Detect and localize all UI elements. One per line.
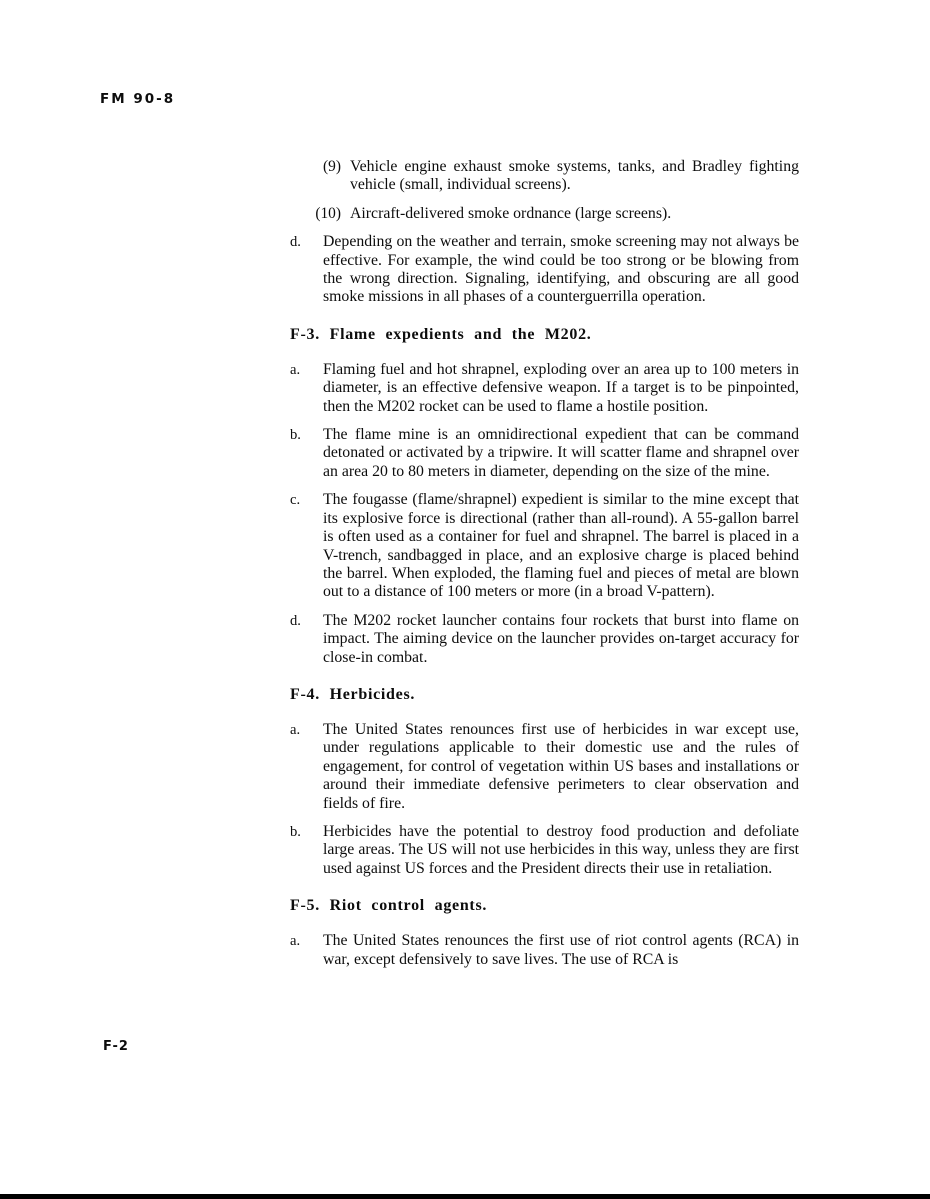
list-item: [290, 158, 799, 195]
item-label: b.: [290, 427, 301, 444]
item-text: Vehicle engine exhaust smoke systems, tanks, and Bradley fighting vehicle (small, individual screens).: [350, 158, 799, 194]
item-label: (10): [315, 204, 341, 222]
item-label: a.: [290, 721, 301, 738]
list-item: [290, 205, 799, 223]
item-label: c.: [290, 492, 301, 509]
item-label: (9): [323, 158, 341, 175]
section-heading: F-3. Flame expedients and the M202.: [290, 325, 592, 343]
list-item: [290, 721, 799, 813]
list-item: [290, 612, 799, 667]
list-item: [290, 491, 799, 601]
item-label: a.: [290, 361, 301, 378]
item-text: The fougasse (flame/shrapnel) expedient is similar to the mine except that its explosive force is directional (rather than all-round). A 55-gallon barrel is often used as a container for fuel and shrapnel. The barrel is placed in a V-trench, sandbagged in place, and an explosive charge is placed behind the barrel. When exploded, the flaming fuel and pieces of metal are blown out to a distance of 100 meters or more (in a broad V-pattern).: [323, 491, 799, 601]
item-label: a.: [290, 933, 301, 950]
item-label: d.: [290, 234, 301, 251]
item-text: The United States renounces first use of herbicides in war except use, under regulations applicable to their domestic use and the rules of engagement, for control of vegetation within US bases and installations or around their immediate defensive perimeters to clear observation and fields of fire.: [323, 720, 799, 812]
item-text: Depending on the weather and terrain, smoke screening may not always be effective. For example, the wind could be too strong or be blowing from the wrong direction. Signaling, identifying, and obscuring are all good smoke missions in all phases of a counterguerrilla operation.: [323, 233, 799, 306]
item-label: d.: [290, 612, 301, 629]
item-text: The flame mine is an omnidirectional expedient that can be command detonated or activated by a tripwire. It will scatter flame and shrapnel over an area 20 to 80 meters in diameter, depending on the size of the mine.: [323, 426, 799, 480]
document-content: [290, 158, 799, 979]
scan-edge-artifact: [0, 1194, 930, 1199]
list-item: [290, 233, 799, 307]
list-item: [290, 823, 799, 878]
item-text: Aircraft-delivered smoke ordnance (large screens).: [350, 204, 672, 222]
item-label: b.: [290, 823, 301, 840]
item-text: The M202 rocket launcher contains four rockets that burst into flame on impact. The aiming device on the launcher provides on-target accuracy for close-in combat.: [323, 611, 799, 666]
section-heading: F-4. Herbicides.: [290, 685, 416, 703]
item-text: Flaming fuel and hot shrapnel, exploding over an area up to 100 meters in diameter, is an effective defensive weapon. If a target is to be pinpointed, then the M202 rocket can be used to flame a hostile position.: [323, 360, 799, 415]
item-text: The United States renounces the first use of riot control agents (RCA) in war, except defensively to save lives. The use of RCA is: [323, 932, 799, 968]
section-heading: F-5. Riot control agents.: [290, 897, 488, 915]
running-header: FM 90-8: [100, 91, 176, 107]
page-number: F-2: [103, 1039, 129, 1054]
list-item: [290, 361, 799, 416]
list-item: [290, 932, 799, 969]
list-item: [290, 426, 799, 481]
item-text: Herbicides have the potential to destroy food production and defoliate large areas. The US will not use herbicides in this way, unless they are first used against US forces and the President directs their use in retaliation.: [323, 822, 799, 877]
